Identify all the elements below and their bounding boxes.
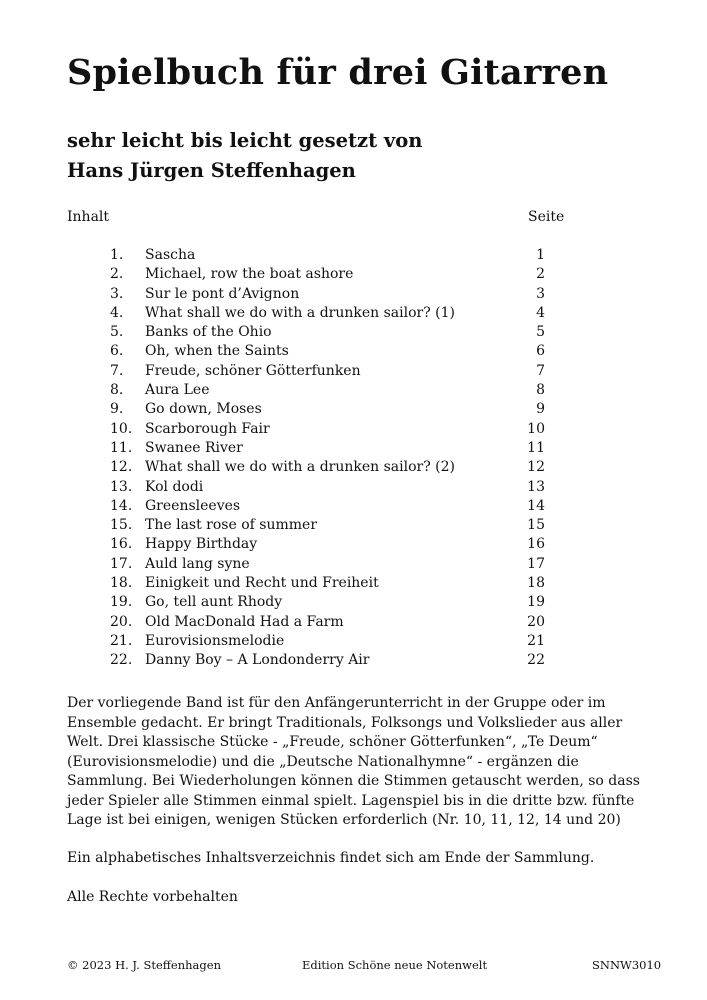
rights-notice: Alle Rechte vorbehalten bbox=[67, 889, 238, 905]
toc-entry bbox=[0, 285, 707, 304]
toc-entry-title: Auld lang syne bbox=[145, 555, 250, 572]
toc-entry bbox=[0, 535, 707, 554]
toc-entry-page: 1 bbox=[536, 247, 545, 263]
toc-entry-title: What shall we do with a drunken sailor? (1) bbox=[145, 304, 456, 321]
toc-entry-number: 19. bbox=[110, 594, 133, 611]
toc-entry-page: 18 bbox=[527, 575, 545, 592]
toc-entry bbox=[0, 304, 707, 323]
toc-entry bbox=[0, 555, 707, 574]
toc-entry-page: 22 bbox=[527, 652, 545, 669]
toc-entry-title: Michael, row the boat ashore bbox=[145, 266, 354, 283]
toc-entry-number: 22. bbox=[110, 652, 133, 669]
toc-entry-number: 11. bbox=[110, 439, 133, 456]
toc-entry-page: 13 bbox=[527, 478, 545, 495]
footer-catalog-number: SNNW3010 bbox=[592, 958, 662, 972]
toc-entry bbox=[0, 439, 707, 458]
index-note-paragraph: Ein alphabetisches Inhaltsverzeichnis findet sich am Ende der Sammlung. bbox=[67, 850, 595, 866]
toc-entry-page: 4 bbox=[536, 304, 545, 321]
toc-entry-title: Kol dodi bbox=[145, 478, 204, 495]
toc-header-page: Seite bbox=[528, 209, 565, 225]
toc-entry bbox=[0, 497, 707, 516]
toc-entry-page: 10 bbox=[527, 420, 545, 437]
toc-entry-page: 20 bbox=[527, 613, 545, 630]
toc-entry-page: 2 bbox=[536, 266, 545, 283]
toc-entry-number: 12. bbox=[110, 459, 133, 476]
toc-entry-title: Old MacDonald Had a Farm bbox=[145, 613, 344, 630]
toc-entry bbox=[0, 632, 707, 651]
toc-entry-page: 7 bbox=[536, 362, 545, 379]
toc-entry-page: 14 bbox=[527, 497, 545, 514]
toc-entry-number: 5. bbox=[110, 324, 124, 341]
footer-copyright: © 2023 H. J. Steffenhagen bbox=[67, 958, 221, 972]
toc-entry-title: Sascha bbox=[145, 247, 196, 263]
toc-entry-number: 17. bbox=[110, 555, 133, 572]
toc-entry-page: 21 bbox=[527, 632, 545, 649]
toc-entry-title: Swanee River bbox=[145, 439, 243, 456]
toc-entry bbox=[0, 323, 707, 342]
toc-entry bbox=[0, 362, 707, 381]
toc-entry-title: Oh, when the Saints bbox=[145, 343, 289, 360]
toc-entry-number: 1. bbox=[110, 247, 124, 263]
toc-entry-title: Aura Lee bbox=[145, 382, 210, 399]
toc-entry-number: 15. bbox=[110, 517, 133, 534]
toc-entry-number: 16. bbox=[110, 536, 133, 553]
toc-entry bbox=[0, 381, 707, 400]
toc-entry-page: 9 bbox=[536, 401, 545, 418]
toc-entry-page: 15 bbox=[527, 517, 545, 534]
toc-entry bbox=[0, 516, 707, 535]
toc-entry-page: 17 bbox=[527, 555, 545, 572]
toc-entry bbox=[0, 593, 707, 612]
toc-entry-number: 9. bbox=[110, 401, 124, 418]
toc-entry-page: 3 bbox=[536, 285, 545, 302]
toc-entry-title: Einigkeit und Recht und Freiheit bbox=[145, 575, 379, 592]
toc-entry-number: 7. bbox=[110, 362, 124, 379]
subtitle-line: sehr leicht bis leicht gesetzt von bbox=[67, 129, 423, 152]
toc-entry-title: Freude, schöner Götterfunken bbox=[145, 362, 361, 379]
toc-entry-number: 18. bbox=[110, 575, 133, 592]
table-of-contents bbox=[0, 246, 707, 671]
toc-entry-title: Greensleeves bbox=[145, 497, 241, 514]
toc-entry-page: 16 bbox=[527, 536, 545, 553]
toc-entry bbox=[0, 246, 707, 265]
toc-entry-number: 10. bbox=[110, 420, 133, 437]
toc-entry-number: 2. bbox=[110, 266, 124, 283]
toc-entry bbox=[0, 458, 707, 477]
toc-entry-title: Scarborough Fair bbox=[145, 420, 270, 437]
toc-entry-title: Sur le pont d’Avignon bbox=[145, 285, 300, 302]
toc-entry bbox=[0, 265, 707, 284]
author-name: Hans Jürgen Steffenhagen bbox=[67, 159, 356, 182]
toc-entry-title: Go down, Moses bbox=[145, 401, 262, 418]
toc-entry-number: 4. bbox=[110, 304, 124, 321]
toc-entry bbox=[0, 651, 707, 670]
toc-entry-title: The last rose of summer bbox=[145, 517, 318, 534]
toc-entry-page: 11 bbox=[527, 439, 545, 456]
subtitle bbox=[67, 126, 422, 186]
toc-entry bbox=[0, 613, 707, 632]
toc-entry-page: 6 bbox=[536, 343, 545, 360]
toc-entry-title: Eurovisionsmelodie bbox=[145, 632, 285, 649]
toc-entry-number: 13. bbox=[110, 478, 133, 495]
toc-entry bbox=[0, 400, 707, 419]
toc-entry-number: 14. bbox=[110, 497, 133, 514]
toc-entry-number: 3. bbox=[110, 285, 124, 302]
toc-entry-page: 5 bbox=[536, 324, 545, 341]
toc-entry bbox=[0, 574, 707, 593]
toc-entry-page: 8 bbox=[536, 382, 545, 399]
intro-paragraph: Der vorliegende Band ist für den Anfängerunterricht in der Gruppe oder im Ensemble gedacht. Er bringt Traditionals, Folksongs und Volkslieder aus aller Welt. Drei klassische Stücke - „Freude, schöner Götterfunken“, „Te Deum“ (Eurovisionsmelodie) und die „Deutsche Nationalhymne“ - ergänzen die Sammlung. Bei Wiederholungen können die Stimmen getauscht werden, so dass jeder Spieler alle Stimmen einmal spielt. Lagenspiel bis in die dritte bzw. fünfte Lage ist bei einigen, wenigen Stücken erforderlich (Nr. 10, 11, 12, 14 und 20) bbox=[67, 695, 640, 828]
toc-entry-page: 12 bbox=[527, 459, 545, 476]
toc-entry bbox=[0, 420, 707, 439]
toc-entry-page: 19 bbox=[527, 594, 545, 611]
toc-entry-title: Happy Birthday bbox=[145, 536, 258, 553]
toc-header-contents: Inhalt bbox=[67, 209, 110, 225]
footer-publisher: Edition Schöne neue Notenwelt bbox=[302, 958, 488, 972]
toc-entry-number: 21. bbox=[110, 632, 133, 649]
toc-entry-title: Go, tell aunt Rhody bbox=[145, 594, 283, 611]
toc-entry bbox=[0, 342, 707, 361]
page-title: Spielbuch für drei Gitarren bbox=[67, 52, 609, 93]
toc-entry bbox=[0, 478, 707, 497]
toc-entry-number: 8. bbox=[110, 382, 124, 399]
toc-entry-number: 20. bbox=[110, 613, 133, 630]
toc-entry-number: 6. bbox=[110, 343, 124, 360]
toc-entry-title: Banks of the Ohio bbox=[145, 324, 272, 341]
toc-entry-title: Danny Boy – A Londonderry Air bbox=[145, 652, 370, 669]
toc-entry-title: What shall we do with a drunken sailor? (2) bbox=[145, 459, 456, 476]
